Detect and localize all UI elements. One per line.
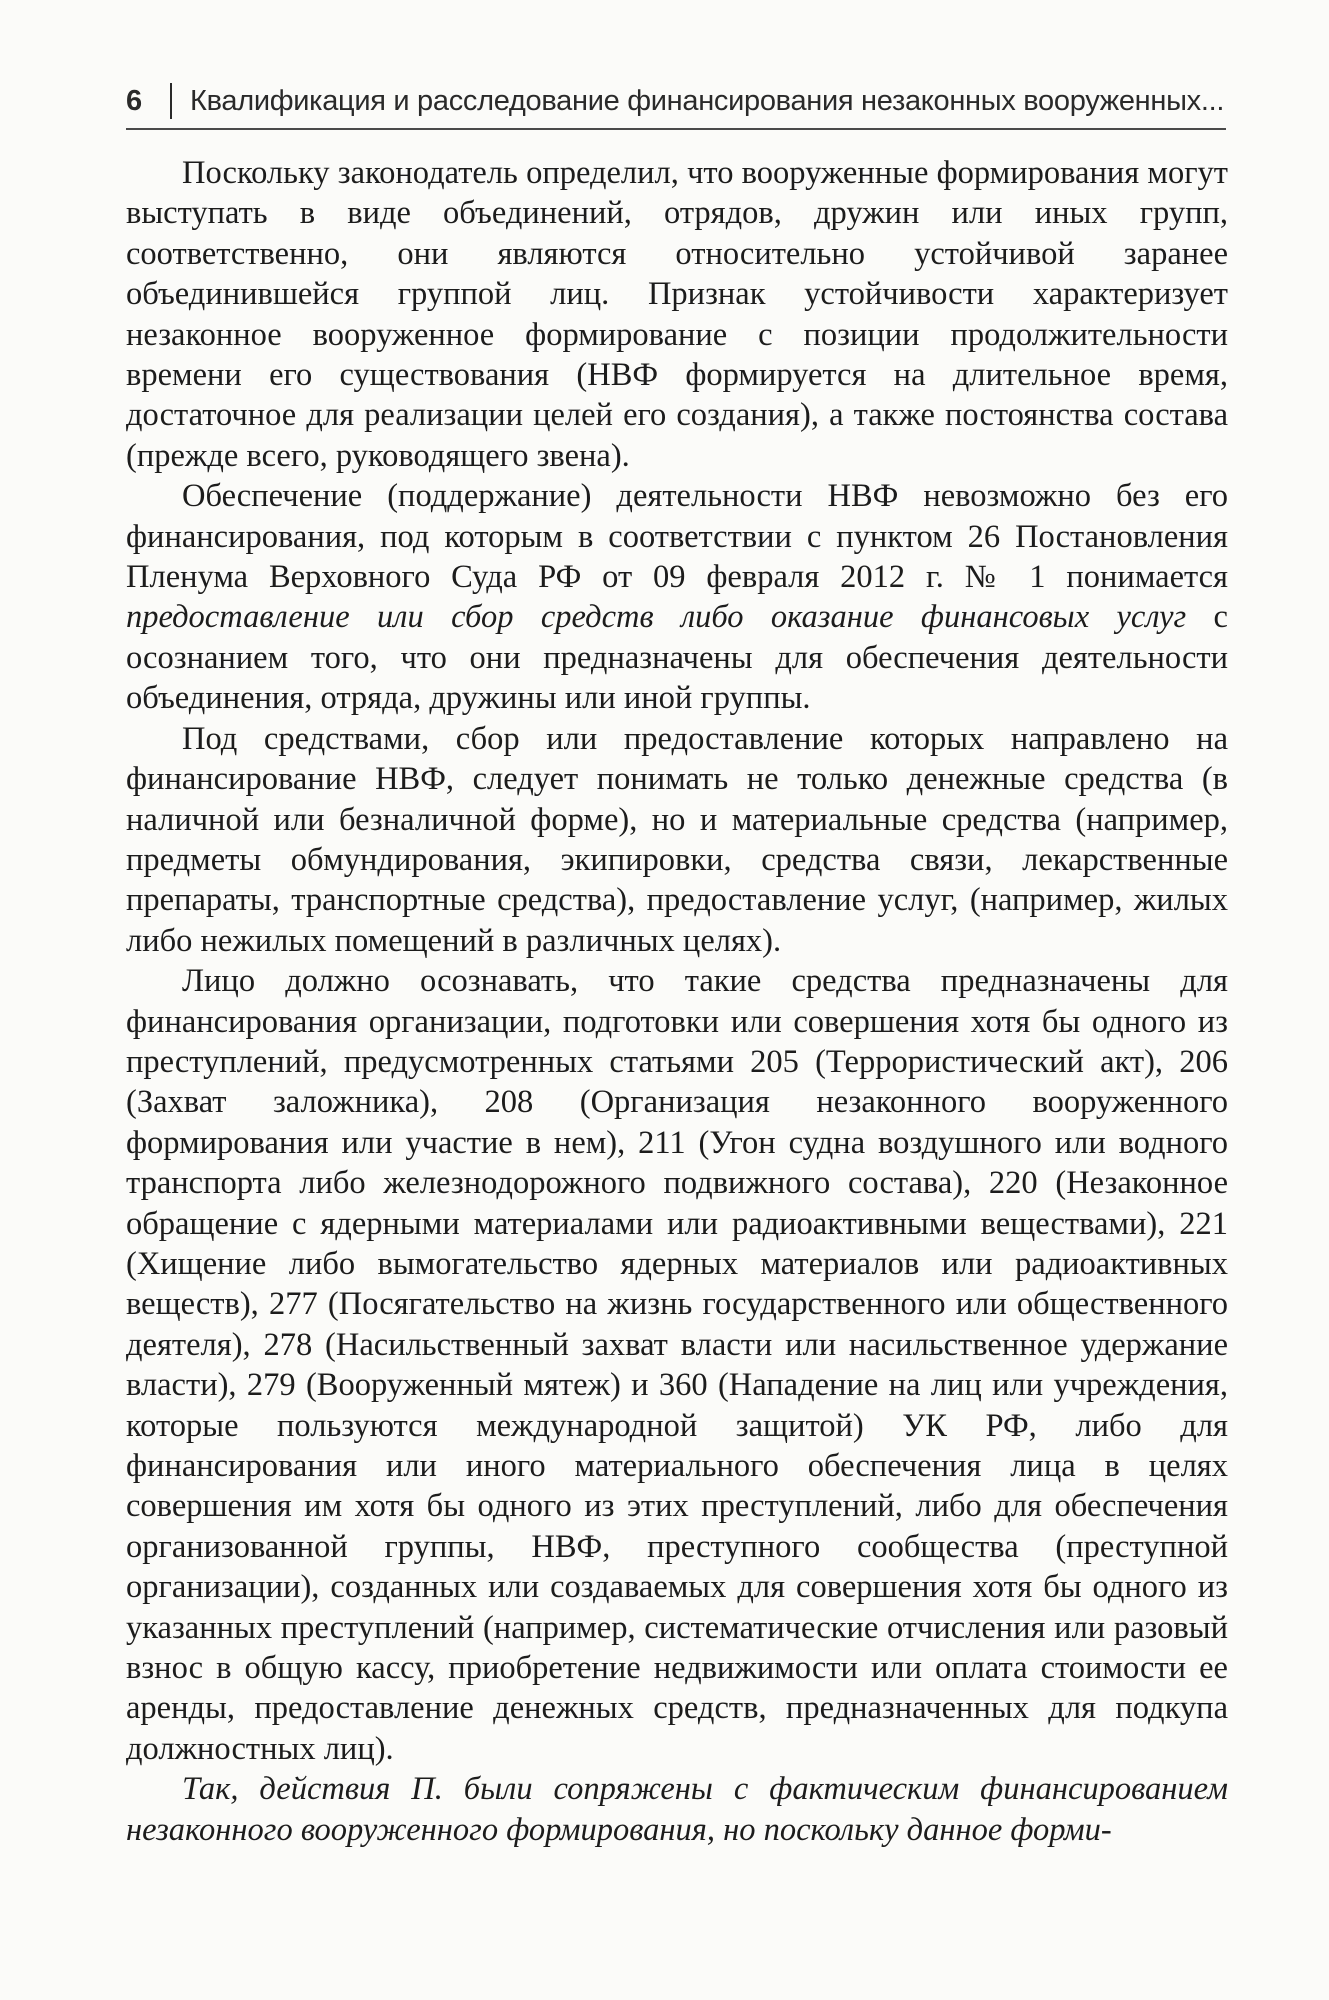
page-number: 6 (126, 84, 143, 117)
paragraph-4: Лицо должно осознавать, что такие средства предназначены для финансирования организации, подготовки или совершения хотя бы одного из преступлений, предусмотренных статьями 205 (Террористический акт), 206 (Захват заложника), 208 (Организация незаконного вооруженного формирования или участие в нем), 211 (Угон судна воздушного или водного транспорта либо железнодорожного подвижного состава), 220 (Незаконное обращение с ядерными материалами или радиоактивными веществами), 221 (Хищение либо вымогательство ядерных материалов или радиоактивных веществ), 277 (Посягательство на жизнь государственного или общественного деятеля), 278 (Насильственный захват власти или насильственное удержание власти), 279 (Вооруженный мятеж) и 360 (Нападение на лиц или учреждения, которые пользуются международной защитой) УК РФ, либо для финансирования или иного материального обеспечения лица в целях совершения им хотя бы одного из этих преступлений, либо для обеспечения организованной группы, НВФ, преступного сообщества (преступной организации), созданных или создаваемых для совершения хотя бы одного из указанных преступлений (например, систематические отчисления или разовый взнос в общую кассу, приобретение недвижимости или оплата стоимости ее аренды, предоставление денежных средств, предназначенных для подкупа должностных лиц). (126, 963, 1228, 1767)
paragraph-1: Поскольку законодатель определил, что вооруженные формирования могут выступать в виде объединений, отрядов, дружин или иных групп, соответственно, они являются относительно устойчивой заранее объединившейся группой лиц. Признак устойчивости характеризует незаконное вооруженное формирование с позиции продолжительности времени его существования (НВФ формируется на длительное время, достаточное для реализации целей его создания), а также постоянства состава (прежде всего, руководящего звена). (126, 155, 1228, 474)
running-title: Квалификация и расследование финансирования незаконных вооруженных... (190, 84, 1225, 117)
header-rule (126, 128, 1226, 130)
paragraph-2-italic-phrase: предоставление или сбор средств либо оказание финансовых услуг (126, 599, 1187, 636)
paragraph-3: Под средствами, сбор или предоставление которых направлено на финансирование НВФ, следует понимать не только денежные средства (в наличной или безналичной форме), но и материальные средства (например, предметы обмундирования, экипировки, средства связи, лекарственные препараты, транспортные средства), предоставление услуг, (например, жилых либо нежилых помещений в различных целях). (126, 720, 1228, 959)
paragraph-2-text-b: с осознанием того, что они предназначены для обеспечения деятельности объединения, отряда, дружины или иной группы. (126, 599, 1228, 717)
paragraph-5-italic: Так, действия П. были сопряжены с фактическим финансированием незаконного вооруженного формирования, но поскольку данное форми- (126, 1771, 1228, 1848)
body-text (126, 153, 1228, 1850)
paragraph-2 (126, 476, 1228, 718)
paragraph-2-text-a: Обеспечение (поддержание) деятельности НВФ невозможно без его финансирования, под которым в соответствии с пунктом 26 Постановления Пленума Верховного Суда РФ от 09 февраля 2012 г. № 1 понимается (126, 478, 1228, 596)
running-header (126, 78, 1226, 124)
header-separator (170, 83, 172, 119)
